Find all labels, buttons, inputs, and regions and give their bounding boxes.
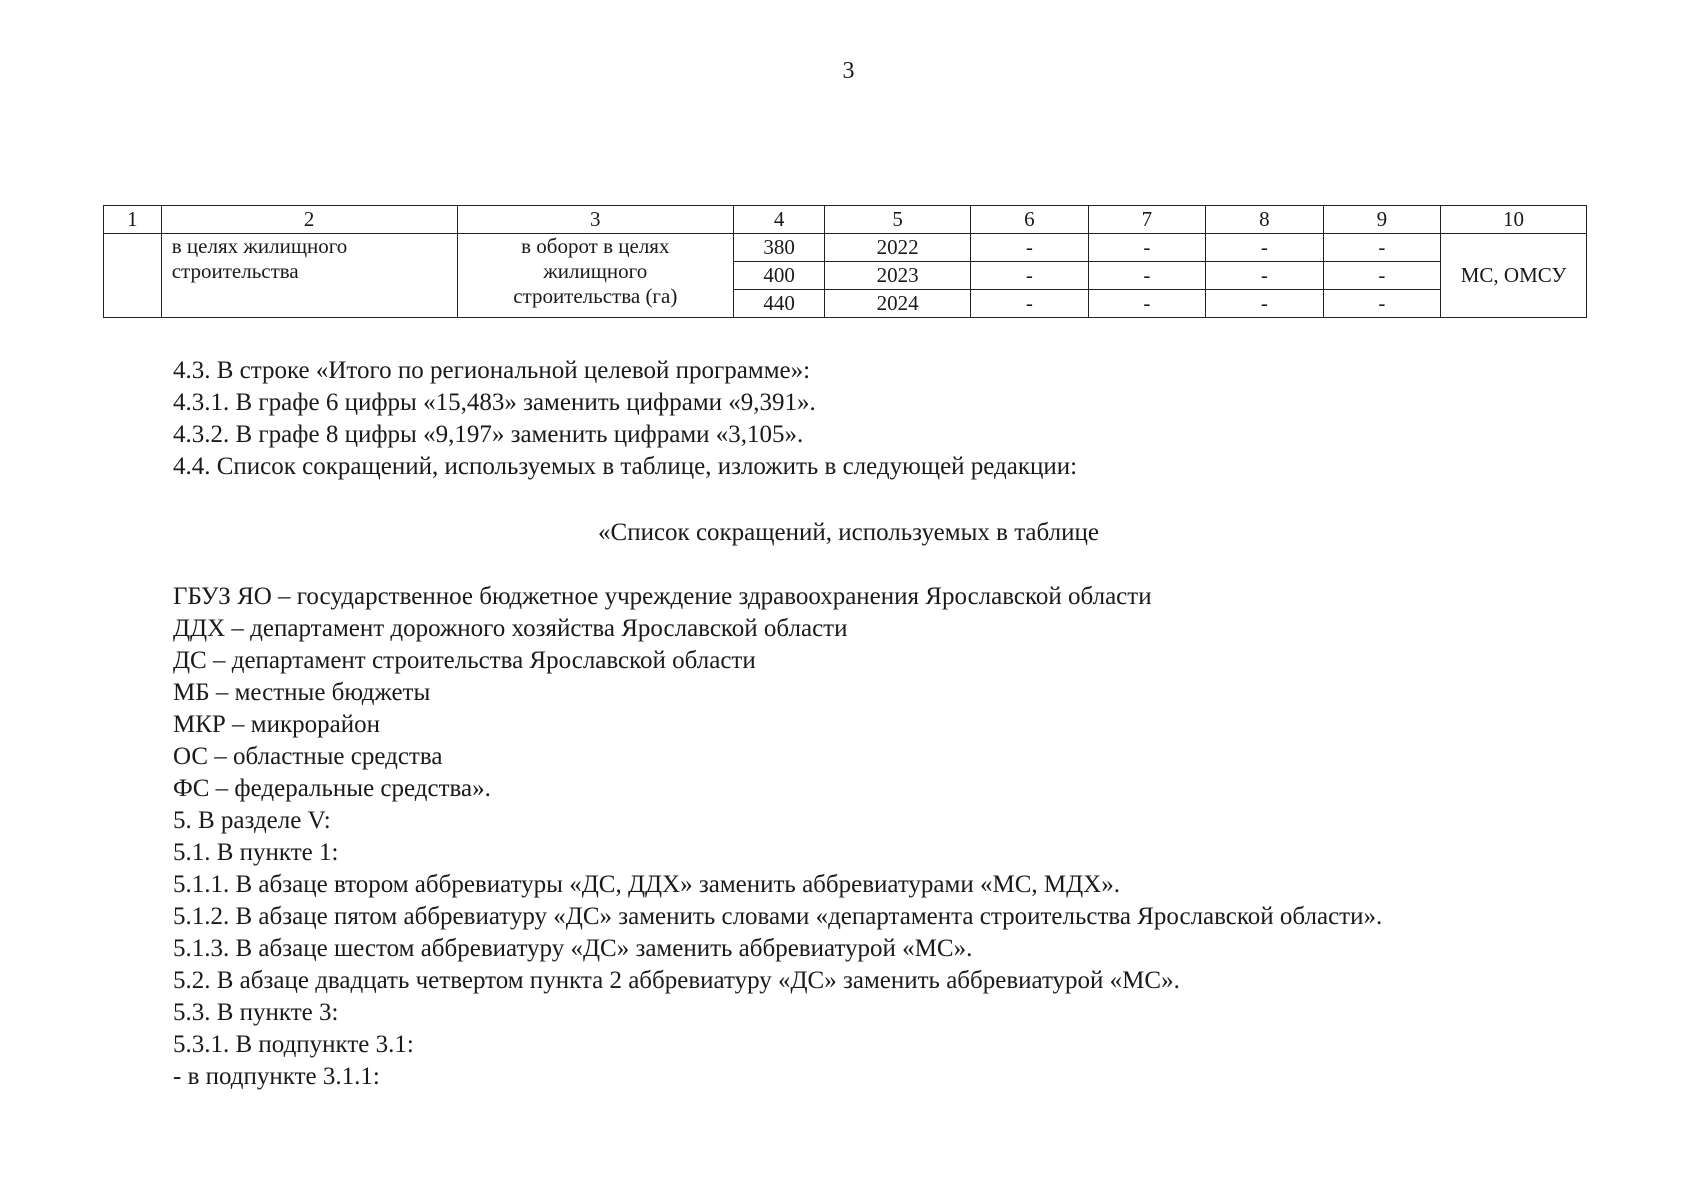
table-cell: - <box>1206 262 1324 290</box>
table-cell: 400 <box>734 262 825 290</box>
paragraph: 5.1. В пункте 1: <box>173 839 339 866</box>
table-cell: - <box>971 234 1089 262</box>
header-cell: 4 <box>734 206 825 234</box>
paragraph: ДС – департамент строительства Ярославской области <box>173 647 756 674</box>
header-cell: 5 <box>825 206 971 234</box>
paragraph: 5.1.2. В абзаце пятом аббревиатуру «ДС» заменить словами «департамента строительства Ярославской области». <box>173 903 1383 930</box>
paragraph: 5.3.1. В подпункте 3.1: <box>173 1031 414 1058</box>
header-cell: 2 <box>161 206 457 234</box>
cell-line: строительства <box>171 259 299 283</box>
cell-line: жилищного <box>543 259 648 283</box>
header-cell: 1 <box>104 206 162 234</box>
table-row <box>104 234 1587 262</box>
header-cell: 3 <box>457 206 734 234</box>
paragraph: 4.3.1. В графе 6 цифры «15,483» заменить цифрами «9,391». <box>173 389 816 416</box>
table-cell: 2023 <box>825 262 971 290</box>
paragraph: - в подпункте 3.1.1: <box>173 1063 380 1090</box>
cell-line: в целях жилищного <box>171 234 348 258</box>
table-cell-empty <box>104 234 162 318</box>
table-cell-purpose <box>161 234 457 318</box>
list-title: «Список сокращений, используемых в таблице <box>598 519 1099 546</box>
table-cell-responsible: МС, ОМСУ <box>1441 234 1587 318</box>
table-cell: - <box>1206 290 1324 318</box>
table-cell: 2024 <box>825 290 971 318</box>
page-number: 3 <box>842 58 855 84</box>
paragraph: 5. В разделе V: <box>173 807 331 834</box>
table-cell-indicator <box>457 234 734 318</box>
paragraph: 4.3. В строке «Итого по региональной целевой программе»: <box>173 357 811 384</box>
header-cell: 6 <box>971 206 1089 234</box>
paragraph: 5.1.3. В абзаце шестом аббревиатуру «ДС» заменить аббревиатурой «МС». <box>173 935 973 962</box>
table-cell: - <box>1323 290 1441 318</box>
header-cell: 7 <box>1088 206 1206 234</box>
header-cell: 10 <box>1441 206 1587 234</box>
table-cell: - <box>971 290 1089 318</box>
paragraph: 5.1.1. В абзаце втором аббревиатуры «ДС, ДДХ» заменить аббревиатурами «МС, МДХ». <box>173 871 1120 898</box>
table-cell: - <box>1323 234 1441 262</box>
table-header-row <box>104 206 1587 234</box>
table-cell: - <box>971 262 1089 290</box>
paragraph: ДДХ – департамент дорожного хозяйства Ярославской области <box>173 615 848 642</box>
cell-line: строительства (га) <box>513 284 678 308</box>
paragraph: МБ – местные бюджеты <box>173 679 431 706</box>
cell-line: в оборот в целях <box>521 234 670 258</box>
paragraph: 4.4. Список сокращений, используемых в таблице, изложить в следующей редакции: <box>173 453 1078 480</box>
amendments-block-top <box>173 355 1077 483</box>
data-table <box>103 205 1587 318</box>
paragraph: ОС – областные средства <box>173 743 443 770</box>
table-cell: 440 <box>734 290 825 318</box>
paragraph: ГБУЗ ЯО – государственное бюджетное учреждение здравоохранения Ярославской области <box>173 583 1152 610</box>
amendments-block-bottom <box>173 581 1382 1093</box>
table-cell: 2022 <box>825 234 971 262</box>
paragraph: 5.2. В абзаце двадцать четвертом пункта 2 аббревиатуру «ДС» заменить аббревиатурой «МС». <box>173 967 1180 994</box>
paragraph: МКР – микрорайон <box>173 711 381 738</box>
table-cell: 380 <box>734 234 825 262</box>
paragraph: 4.3.2. В графе 8 цифры «9,197» заменить цифрами «3,105». <box>173 421 804 448</box>
paragraph: ФС – федеральные средства». <box>173 775 491 802</box>
table-cell: - <box>1088 290 1206 318</box>
header-cell: 8 <box>1206 206 1324 234</box>
table-cell: - <box>1088 262 1206 290</box>
table-cell: - <box>1206 234 1324 262</box>
table-cell: - <box>1088 234 1206 262</box>
header-cell: 9 <box>1323 206 1441 234</box>
table-cell: - <box>1323 262 1441 290</box>
paragraph: 5.3. В пункте 3: <box>173 999 339 1026</box>
